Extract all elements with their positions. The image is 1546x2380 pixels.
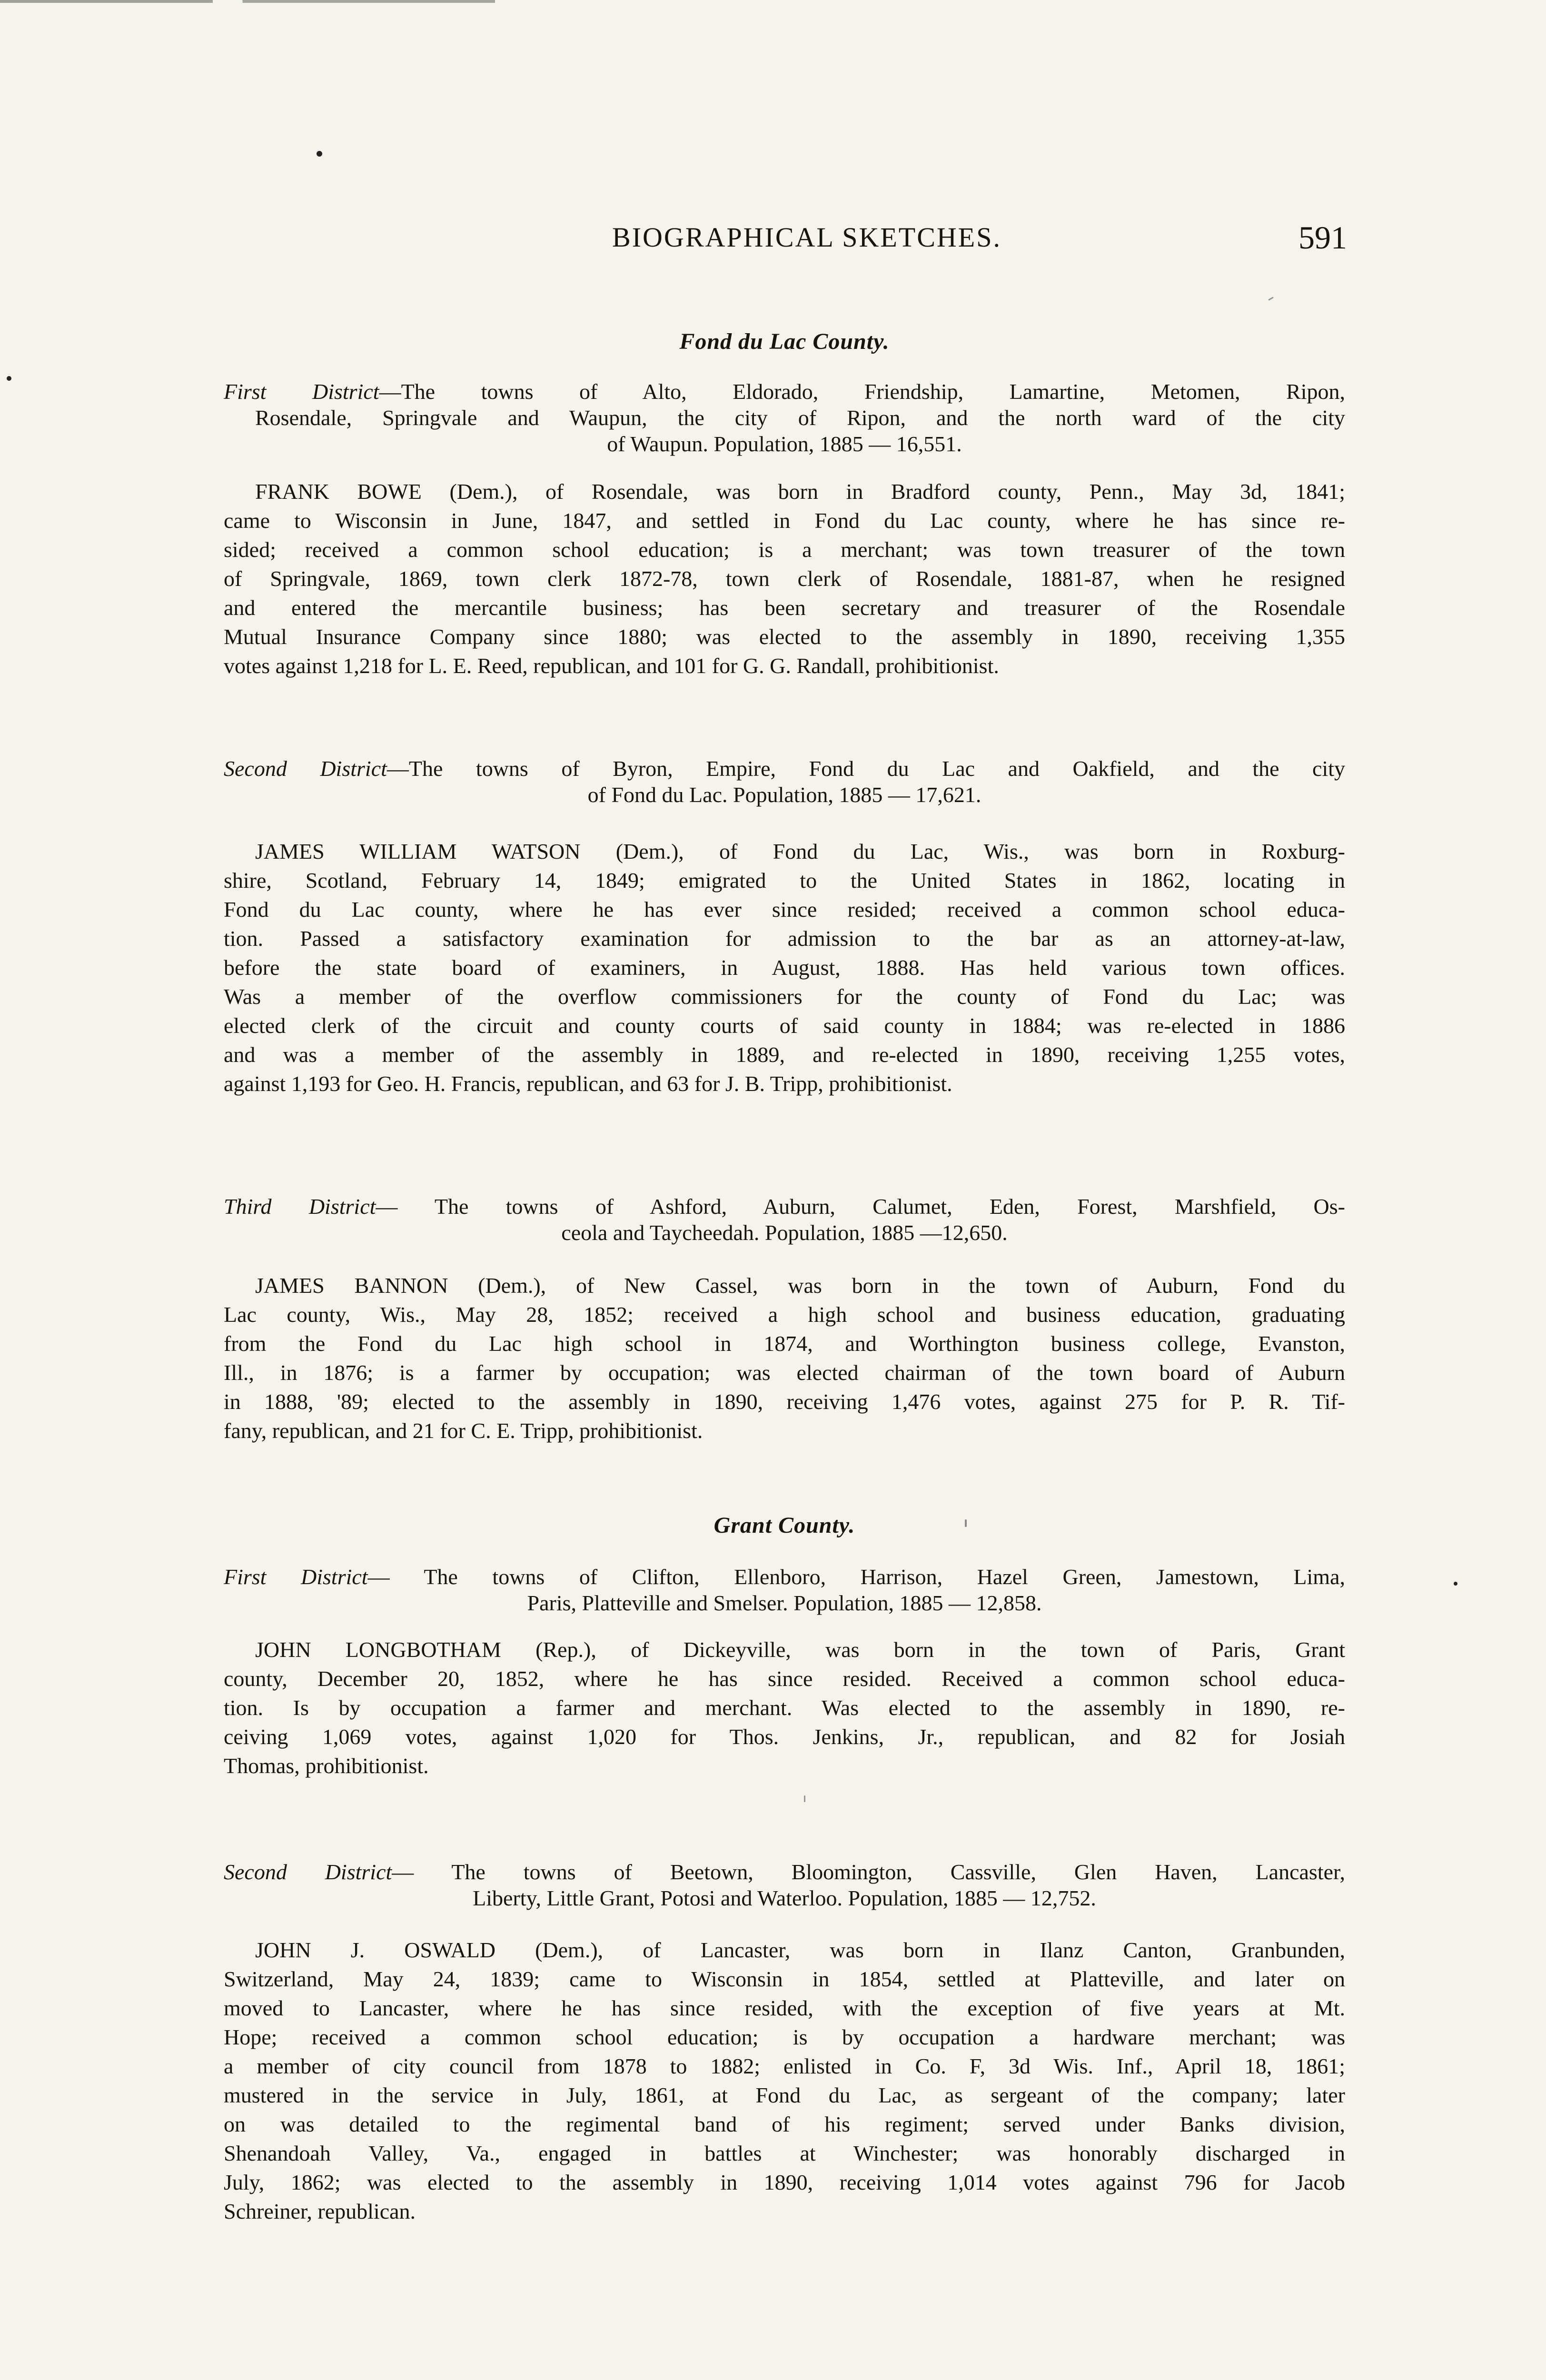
district-label: First District <box>224 1565 368 1589</box>
bio-line: from the Fond du Lac high school in 1874, and Worthington business college, Evanston, <box>224 1331 1345 1356</box>
district-description <box>224 1564 1345 1616</box>
bio-line: Ill., in 1876; is a farmer by occupation; was elected chairman of the town board of Auburn <box>224 1360 1345 1385</box>
bio-line: Was a member of the overflow commissioners for the county of Fond du Lac; was <box>224 984 1345 1009</box>
district-line: Second District—The towns of Byron, Empire, Fond du Lac and Oakfield, and the city <box>224 756 1345 781</box>
page-number: 591 <box>1298 219 1347 256</box>
bio-line: Fond du Lac county, where he has ever since resided; received a common school educa- <box>224 897 1345 922</box>
bio-line: before the state board of examiners, in August, 1888. Has held various town offices. <box>224 955 1345 980</box>
county-title: Grant County. <box>714 1513 855 1538</box>
county-title: Fond du Lac County. <box>679 329 890 354</box>
ink-speck <box>7 376 11 381</box>
bio-line: fany, republican, and 21 for C. E. Tripp, prohibitionist. <box>224 1418 703 1443</box>
bio-line: county, December 20, 1852, where he has since resided. Received a common school educa- <box>224 1666 1345 1691</box>
bio-line: and was a member of the assembly in 1889, and re-elected in 1890, receiving 1,255 votes, <box>224 1042 1345 1067</box>
district-description <box>224 1193 1345 1246</box>
bio-line: against 1,193 for Geo. H. Francis, republican, and 63 for J. B. Tripp, prohibitionist. <box>224 1071 952 1096</box>
bio-line: July, 1862; was elected to the assembly in 1890, receiving 1,014 votes against 796 for Jacob <box>224 2170 1345 2194</box>
bio-line: Shenandoah Valley, Va., engaged in battles at Winchester; was honorably discharged in <box>224 2141 1345 2165</box>
district-line: of Waupun. Population, 1885 — 16,551. <box>607 432 962 456</box>
ink-speck <box>804 1795 805 1802</box>
district-line: Liberty, Little Grant, Potosi and Waterloo. Population, 1885 — 12,752. <box>473 1886 1096 1910</box>
district-label: First District <box>224 379 379 404</box>
biography-paragraph <box>224 1935 1345 2226</box>
bio-line: JAMES WILLIAM WATSON (Dem.), of Fond du Lac, Wis., was born in Roxburg- <box>255 839 1345 863</box>
bio-line: votes against 1,218 for L. E. Reed, republican, and 101 for G. G. Randall, prohibitionist. <box>224 654 999 678</box>
bio-line: sided; received a common school education; is a merchant; was town treasurer of the town <box>224 537 1345 562</box>
district-line: Third District— The towns of Ashford, Auburn, Calumet, Eden, Forest, Marshfield, Os- <box>224 1194 1345 1219</box>
bio-line: on was detailed to the regimental band of his regiment; served under Banks division, <box>224 2112 1345 2136</box>
district-line: of Fond du Lac. Population, 1885 — 17,621. <box>587 783 981 807</box>
biography-paragraph <box>224 477 1345 680</box>
bio-line: moved to Lancaster, where he has since resided, with the exception of five years at Mt. <box>224 1996 1345 2020</box>
biography-paragraph <box>224 1635 1345 1780</box>
scan-edge-rule <box>0 0 495 3</box>
biography-paragraph <box>224 1271 1345 1445</box>
district-line: Paris, Platteville and Smelser. Population, 1885 — 12,858. <box>527 1591 1042 1615</box>
running-head: BIOGRAPHICAL SKETCHES. <box>612 222 1001 253</box>
bio-line: ceiving 1,069 votes, against 1,020 for Thos. Jenkins, Jr., republican, and 82 for Josiah <box>224 1725 1345 1749</box>
bio-line: of Springvale, 1869, town clerk 1872-78, town clerk of Rosendale, 1881-87, when he resigned <box>224 566 1345 591</box>
bio-line: Schreiner, republican. <box>224 2199 416 2223</box>
bio-line: in 1888, '89; elected to the assembly in 1890, receiving 1,476 votes, against 275 for P. R. Tif- <box>224 1389 1345 1414</box>
bio-line: elected clerk of the circuit and county courts of said county in 1884; was re-elected in 1886 <box>224 1013 1345 1038</box>
bio-line: a member of city council from 1878 to 1882; enlisted in Co. F, 3d Wis. Inf., April 18, 1861; <box>224 2054 1345 2078</box>
bio-line: mustered in the service in July, 1861, at Fond du Lac, as sergeant of the company; later <box>224 2083 1345 2107</box>
bio-line: JOHN J. OSWALD (Dem.), of Lancaster, was born in Ilanz Canton, Granbunden, <box>255 1938 1345 1962</box>
bio-line: shire, Scotland, February 14, 1849; emigrated to the United States in 1862, locating in <box>224 868 1345 892</box>
bio-line: Mutual Insurance Company since 1880; was elected to the assembly in 1890, receiving 1,355 <box>224 625 1345 649</box>
district-line: Second District— The towns of Beetown, Bloomington, Cassville, Glen Haven, Lancaster, <box>224 1860 1345 1884</box>
bio-line: Lac county, Wis., May 28, 1852; received a high school and business education, graduating <box>224 1302 1345 1327</box>
bio-line: Hope; received a common school education; is by occupation a hardware merchant; was <box>224 2025 1345 2049</box>
ink-speck <box>1454 1582 1457 1586</box>
bio-line: JAMES BANNON (Dem.), of New Cassel, was born in the town of Auburn, Fond du <box>255 1273 1345 1298</box>
district-line: ceola and Taycheedah. Population, 1885 —12,650. <box>561 1220 1008 1245</box>
ink-speck <box>1268 297 1274 301</box>
district-line: Rosendale, Springvale and Waupun, the city of Ripon, and the north ward of the city <box>255 406 1345 430</box>
bio-line: tion. Passed a satisfactory examination for admission to the bar as an attorney-at-law, <box>224 926 1345 951</box>
district-label: Third District <box>224 1194 376 1219</box>
bio-line: Thomas, prohibitionist. <box>224 1754 429 1778</box>
district-label: Second District <box>224 756 387 781</box>
biography-paragraph <box>224 837 1345 1098</box>
bio-line: JOHN LONGBOTHAM (Rep.), of Dickeyville, was born in the town of Paris, Grant <box>255 1637 1345 1662</box>
district-description <box>224 755 1345 808</box>
bio-line: and entered the mercantile business; has been secretary and treasurer of the Rosendale <box>224 595 1345 620</box>
bio-line: Switzerland, May 24, 1839; came to Wisconsin in 1854, settled at Platteville, and later on <box>224 1967 1345 1991</box>
ink-speck <box>317 151 322 157</box>
district-line: First District— The towns of Clifton, Ellenboro, Harrison, Hazel Green, Jamestown, Lima, <box>224 1565 1345 1589</box>
district-label: Second District <box>224 1860 392 1884</box>
district-line: First District—The towns of Alto, Eldorado, Friendship, Lamartine, Metomen, Ripon, <box>224 379 1345 404</box>
district-description <box>224 1859 1345 1911</box>
district-description <box>224 378 1345 457</box>
bio-line: came to Wisconsin in June, 1847, and settled in Fond du Lac county, where he has since re- <box>224 508 1345 533</box>
bio-line: FRANK BOWE (Dem.), of Rosendale, was born in Bradford county, Penn., May 3d, 1841; <box>255 479 1345 504</box>
bio-line: tion. Is by occupation a farmer and merchant. Was elected to the assembly in 1890, re- <box>224 1696 1345 1720</box>
